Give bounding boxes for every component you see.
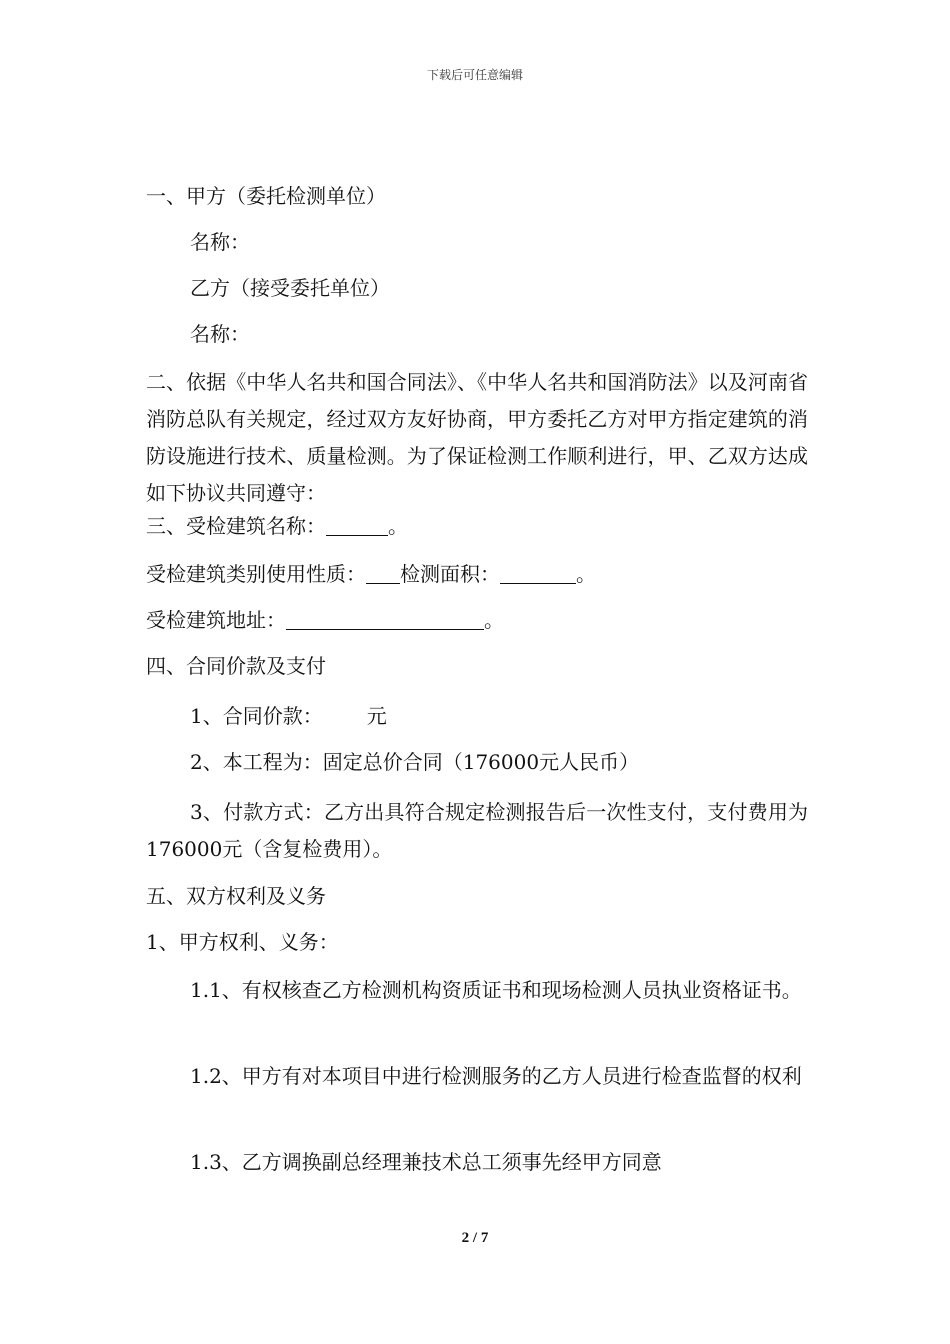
party-b-name-label: 名称：	[190, 322, 250, 346]
section-4-title: 四、合同价款及支付	[146, 654, 326, 678]
building-type-label: 受检建筑类别使用性质：	[146, 562, 366, 586]
building-name-line	[146, 512, 408, 540]
party-a-name-label: 名称：	[190, 230, 250, 254]
building-address-end: 。	[484, 608, 504, 632]
clause-1-3: 1.3、乙方调换副总经理兼技术总工须事先经甲方同意	[190, 1150, 662, 1174]
building-name-end: 。	[388, 514, 408, 538]
area-blank	[500, 563, 576, 584]
building-name-blank	[326, 515, 388, 536]
contract-price-unit: 元	[366, 704, 387, 728]
clause-1-1: 1.1、有权核查乙方检测机构资质证书和现场检测人员执业资格证书。	[190, 978, 802, 1002]
contract-price-label: 1、合同价款：	[190, 704, 323, 728]
section-2-paragraph: 二、依据《中华人名共和国合同法》、《中华人名共和国消防法》以及河南省消防总队有关规定，经过双方友好协商，甲方委托乙方对甲方指定建筑的消防设施进行技术、质量检测。为了保证检测工作顺利进行，甲、乙双方达成如下协议共同遵守：	[146, 370, 808, 505]
payment-method-paragraph: 3、付款方式：乙方出具符合规定检测报告后一次性支付，支付费用为176000元（含复检费用）。	[146, 800, 808, 861]
section-5-title: 五、双方权利及义务	[146, 884, 326, 908]
contract-price-line	[190, 702, 387, 730]
area-end: 。	[576, 562, 596, 586]
area-label: 检测面积：	[400, 562, 500, 586]
clause-1-2: 1.2、甲方有对本项目中进行检测服务的乙方人员进行检查监督的权利	[190, 1064, 802, 1088]
building-type-line	[146, 560, 596, 588]
page-header-note: 下载后可任意编辑	[426, 68, 523, 82]
section-1-title: 一、甲方（委托检测单位）	[146, 184, 386, 208]
building-type-blank	[366, 563, 400, 584]
contract-type-line: 2、本工程为：固定总价合同（176000元人民币）	[190, 750, 640, 774]
party-b-title: 乙方（接受委托单位）	[190, 276, 390, 300]
party-a-rights-title: 1、甲方权利、义务：	[146, 930, 339, 954]
building-address-label: 受检建筑地址：	[146, 608, 286, 632]
building-address-line	[146, 606, 504, 634]
building-address-blank	[286, 609, 484, 630]
page-number: 2 / 7	[461, 1230, 489, 1246]
building-name-label: 三、受检建筑名称：	[146, 514, 326, 538]
